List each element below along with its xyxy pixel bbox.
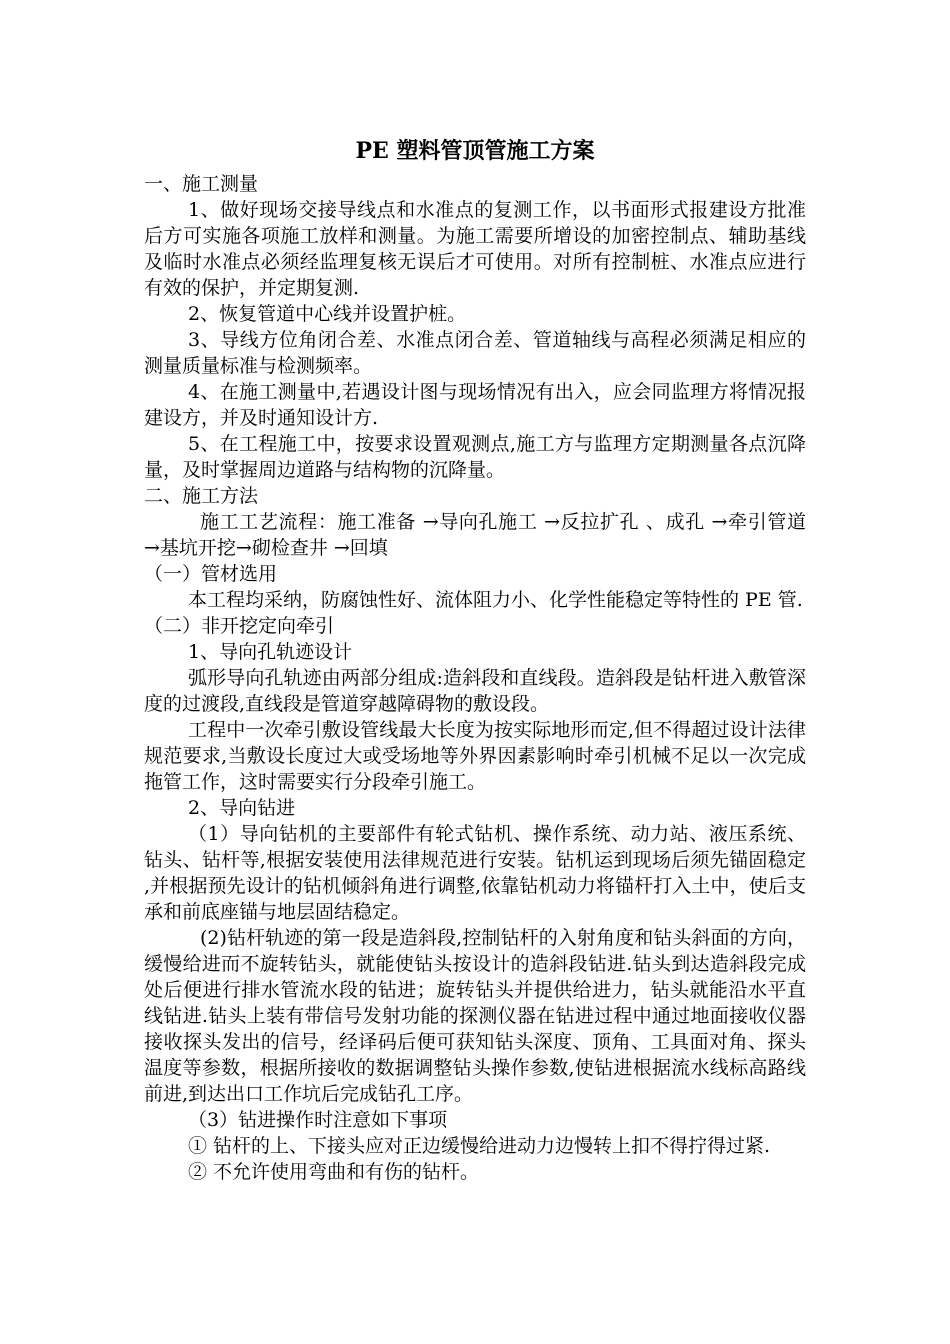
paragraph-trajectory-1: 弧形导向孔轨迹由两部分组成:造斜段和直线段。造斜段是钻杆进入敷管深度的过渡段,直线段是管道穿越障碍物的敷设段。: [144, 667, 806, 715]
subsection-heading-trenchless: （二）非开挖定向牵引: [144, 615, 335, 637]
paragraph-trajectory-2: 工程中一次牵引敷设管线最大长度为按实际地形而定,但不得超过设计法律规范要求,当敷设长度过大或受场地等外界因素影响时牵引机械不足以一次完成拖管工作，这时需要实行分段牵引施工。: [144, 719, 806, 793]
paragraph-process-flow: 施工工艺流程：施工准备 →导向孔施工 →反拉扩孔 、成孔 →牵引管道 →基坑开挖→砌检查井 →回填: [144, 511, 813, 559]
subsection-heading-pipe: （一）管材选用: [144, 563, 278, 585]
section-heading-survey: 一、施工测量: [144, 173, 259, 195]
list-item-rod-damage: ② 不允许使用弯曲和有伤的钻杆。: [188, 1161, 480, 1183]
paragraph-drilling-1: （1）导向钻机的主要部件有轮式钻机、操作系统、动力站、液压系统、钻头、钻杆等,根据安装使用法律规范进行安装。钻机运到现场后须先锚固稳定 ,并根据预先设计的钻机倾斜角进行调整,依靠钻机动力将锚杆打入土中，使后支承和前底座锚与地层固结稳定。: [144, 823, 813, 923]
paragraph-survey-3: 3、导线方位角闭合差、水准点闭合差、管道轴线与高程必须满足相应的测量质量标准与检测频率。: [144, 329, 806, 377]
paragraph-survey-2: 2、恢复管道中心线并设置护桩。: [188, 303, 467, 325]
document-body: [144, 171, 813, 1185]
paragraph-survey-5: 5、在工程施工中，按要求设置观测点,施工方与监理方定期测量各点沉降量，及时掌握周边道路与结构物的沉降量。: [144, 433, 806, 481]
list-item-rod-joint: ① 钻杆的上、下接头应对正边缓慢给进动力边慢转上扣不得拧得过紧.: [188, 1135, 771, 1157]
document-title: PE 塑料管顶管施工方案: [355, 138, 595, 164]
paragraph-pipe-material: 本工程均采纳，防腐蚀性好、流体阻力小、化学性能稳定等特性的 PE 管.: [188, 589, 803, 611]
paragraph-survey-1: 1、做好现场交接导线点和水准点的复测工作，以书面形式报建设方批准后方可实施各项施工放样和测量。为施工需要所增设的加密控制点、辅助基线及临时水准点必须经监理复核无误后才可使用。对所有控制桩、水准点应进行有效的保护，并定期复测.: [144, 199, 806, 299]
paragraph-drilling-3: （3）钻进操作时注意如下事项: [188, 1109, 448, 1131]
section-heading-method: 二、施工方法: [144, 485, 259, 507]
paragraph-survey-4: 4、在施工测量中,若遇设计图与现场情况有出入，应会同监理方将情况报建设方，并及时通知设计方.: [144, 381, 806, 429]
item-heading-trajectory: 1、导向孔轨迹设计: [188, 641, 353, 663]
paragraph-drilling-2: (2)钻杆轨迹的第一段是造斜段,控制钻杆的入射角度和钻头斜面的方向，缓慢给进而不旋转钻头，就能使钻头按设计的造斜段钻进.钻头到达造斜段完成处后便进行排水管流水段的钻进；旋转钻头并提供给进力，钻头就能沿水平直线钻进.钻头上装有带信号发射功能的探测仪器在钻进过程中通过地面接收仪器接收探头发出的信号，经译码后便可获知钻头深度、顶角、工具面对角、探头温度等参数，根据所接收的数据调整钻头操作参数,使钻进根据流水线标高路线前进,到达出口工作坑后完成钻孔工序。: [144, 927, 806, 1105]
item-heading-drilling: 2、导向钻进: [188, 797, 296, 819]
